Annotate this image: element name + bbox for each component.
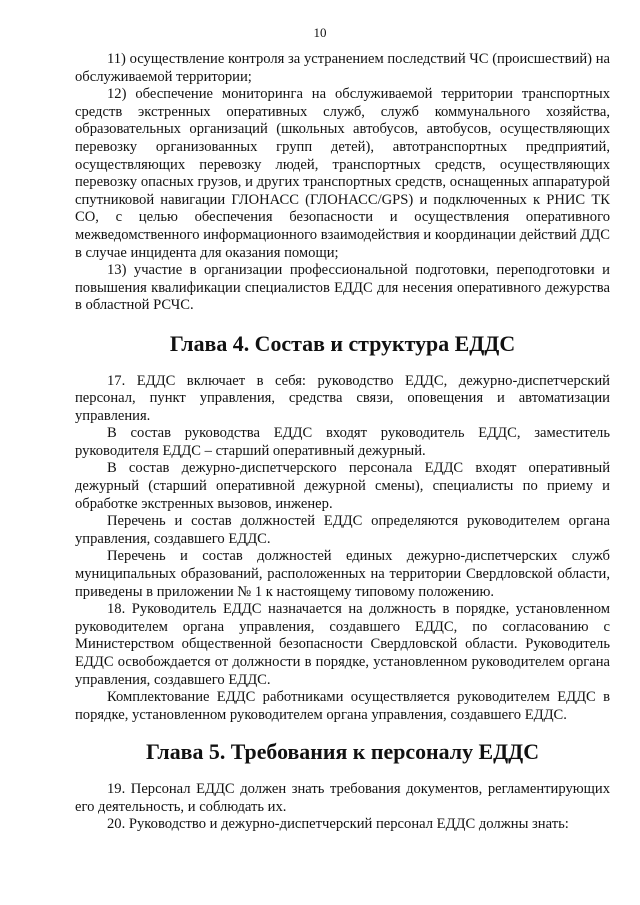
paragraph-item-12: 12) обеспечение мониторинга на обслуживаемой территории транспортных средств экстренных оперативных служб, служб коммунального хозяйства, образовательных организаций (школьных автобусов, автобусов, осуществляющих перевозку организованных групп детей), автотранспортных предприятий, осуществляющих перевозку людей, транспортных средств, осуществляющих перевозку опасных грузов, и других транспортных средств, оснащенных аппаратурой спутниковой навигации ГЛОНАСС (ГЛОНАСС/GPS) и подключенных к РНИС ТК СО, с целью обеспечения безопасности и осуществления оперативного межведомственного информационного взаимодействия и координации действий ДДС в случае инцидента для оказания помощи;	[75, 86, 610, 261]
paragraph-clause-20: 20. Руководство и дежурно-диспетчерский персонал ЕДДС должны знать:	[107, 816, 569, 833]
paragraph-item-13: 13) участие в организации профессиональной подготовки, переподготовки и повышения квалификации специалистов ЕДДС для несения оперативного дежурства в областной РСЧС.	[75, 262, 610, 314]
paragraph-clause-17: 17. ЕДДС включает в себя: руководство ЕДДС, дежурно-диспетчерский персонал, пункт управления, средства связи, оповещения и автоматизации управления.	[75, 372, 610, 424]
paragraph-positions-list: Перечень и состав должностей ЕДДС определяются руководителем органа управления, создавшего ЕДДС.	[75, 513, 610, 547]
paragraph-item-11: 11) осуществление контроля за устранением последствий ЧС (происшествий) на обслуживаемой территории;	[75, 51, 610, 85]
paragraph-leadership: В состав руководства ЕДДС входят руководитель ЕДДС, заместитель руководителя ЕДДС – старший оперативный дежурный.	[75, 425, 610, 459]
paragraph-clause-18: 18. Руководитель ЕДДС назначается на должность в порядке, установленном руководителем органа управления, создавшего ЕДДС, по согласованию с Министерством общественной безопасности Свердловской области. Руководитель ЕДДС освобождается от должности в порядке, установленном руководителем органа управления, создавшего ЕДДС.	[75, 601, 610, 688]
chapter-5-heading: Глава 5. Требования к персоналу ЕДДС	[145, 739, 540, 765]
chapter-4-heading: Глава 4. Состав и структура ЕДДС	[169, 330, 516, 356]
paragraph-dispatch-staff: В состав дежурно-диспетчерского персонала ЕДДС входят оперативный дежурный (старший оперативной дежурной смены), специалисты по приему и обработке экстренных вызовов, инженер.	[75, 460, 610, 512]
paragraph-staffing: Комплектование ЕДДС работниками осуществляется руководителем ЕДДС в порядке, установленном руководителем органа управления, создавшего ЕДДС.	[75, 689, 610, 723]
paragraph-municipal-positions: Перечень и состав должностей единых дежурно-диспетчерских служб муниципальных образований, расположенных на территории Свердловской области, приведены в приложении № 1 к настоящему типовому положению.	[75, 548, 610, 600]
page-content	[75, 51, 610, 834]
page-number: 10	[313, 25, 327, 40]
paragraph-clause-19: 19. Персонал ЕДДС должен знать требования документов, регламентирующих его деятельность, и соблюдать их.	[75, 780, 610, 815]
